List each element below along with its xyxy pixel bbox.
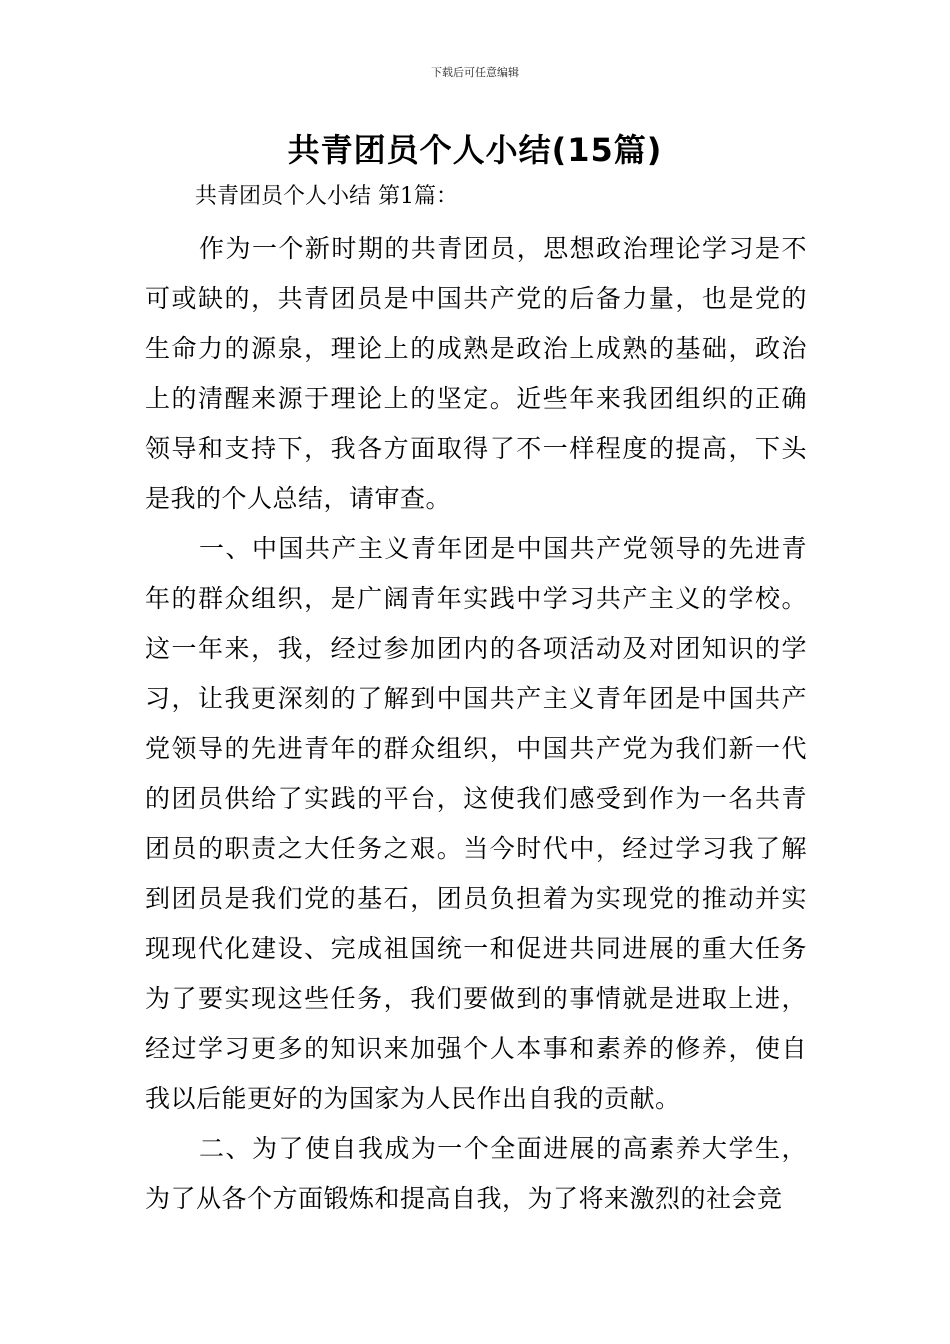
paragraph-two: 二、为了使自我成为一个全面进展的高素养大学生，为了从各个方面锻炼和提高自我，为了将来激烈的社会竞 (145, 1134, 807, 1213)
document-body (145, 224, 807, 1224)
document-title: 共青团员个人小结(15篇) (287, 131, 663, 169)
paragraph-intro: 作为一个新时期的共青团员，思想政治理论学习是不可或缺的，共青团员是中国共产党的后备力量，也是党的生命力的源泉，理论上的成熟是政治上成熟的基础，政治上的清醒来源于理论上的坚定。近些年来我团组织的正确领导和支持下，我各方面取得了不一样程度的提高，下头是我的个人总结，请审查。 (145, 234, 807, 513)
header-note: 下载后可任意编辑 (431, 66, 519, 79)
paragraph-one: 一、中国共产主义青年团是中国共产党领导的先进青年的群众组织，是广阔青年实践中学习共产主义的学校。这一年来，我，经过参加团内的各项活动及对团知识的学习，让我更深刻的了解到中国共产主义青年团是中国共产党领导的先进青年的群众组织，中国共产党为我们新一代的团员供给了实践的平台，这使我们感受到作为一名共青团员的职责之大任务之艰。当今时代中，经过学习我了解到团员是我们党的基石，团员负担着为实现党的推动并实现现代化建设、完成祖国统一和促进共同进展的重大任务为了要实现这些任务，我们要做到的事情就是进取上进，经过学习更多的知识来加强个人本事和素养的修养，使自我以后能更好的为国家为人民作出自我的贡献。 (145, 534, 807, 1113)
section-heading: 共青团员个人小结 第1篇： (195, 184, 458, 209)
